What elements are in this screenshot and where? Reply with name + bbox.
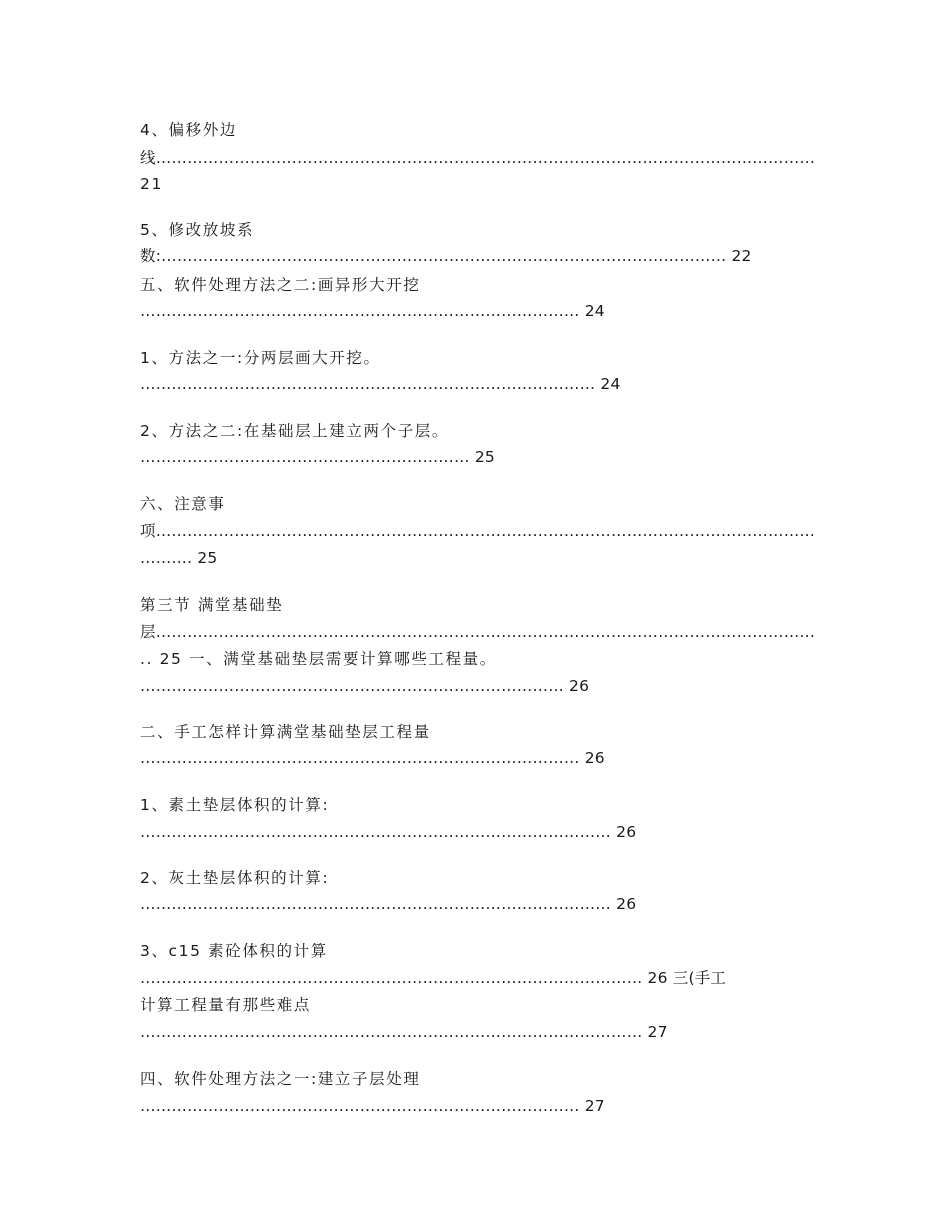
toc-page-number: 21 bbox=[140, 175, 163, 193]
toc-entry-dots: …………………………………………………………………………………… 26 三(手工 bbox=[140, 969, 727, 987]
toc-entry-title: 3、c15 素砼体积的计算 bbox=[140, 942, 328, 960]
toc-entry-title: .. 25 一、满堂基础垫层需要计算哪些工程量。 bbox=[140, 650, 497, 668]
toc-entry-title: 1、素土垫层体积的计算: bbox=[140, 796, 330, 814]
toc-entry-title: 六、注意事 bbox=[140, 495, 226, 513]
toc-entry-dots: ………. 25 bbox=[140, 549, 218, 567]
toc-entry-title: 计算工程量有那些难点 bbox=[140, 996, 312, 1014]
toc-entry-title: 1、方法之一:分两层画大开挖。 bbox=[140, 349, 381, 367]
toc-entry-dots: ……………………………………………………………………………… 26 bbox=[140, 823, 637, 841]
toc-entry-dots: …………………………………………………………………………… 24 bbox=[140, 375, 621, 393]
toc-entry-dots: ………………………………………………………………………… 24 bbox=[140, 302, 605, 320]
toc-entry-title: 2、灰土垫层体积的计算: bbox=[140, 869, 330, 887]
toc-entry-title: 四、软件处理方法之一:建立子层处理 bbox=[140, 1070, 421, 1088]
toc-entry-title: 五、软件处理方法之二:画异形大开挖 bbox=[140, 276, 421, 294]
toc-entry-dots: ………………………………………………………………………… 27 bbox=[140, 1097, 605, 1115]
toc-entry-dots: 项……………………………………………………………………………………………………………… bbox=[140, 522, 816, 540]
toc-entry-dots: 层……………………………………………………………………………………………………………… bbox=[140, 623, 816, 641]
toc-entry-title: 二、手工怎样计算满堂基础垫层工程量 bbox=[140, 723, 431, 741]
toc-entry-dots: ……………………………………………………… 25 bbox=[140, 448, 495, 466]
toc-entry-dots: …………………………………………………………………………………… 27 bbox=[140, 1023, 668, 1041]
toc-entry-title: 2、方法之二:在基础层上建立两个子层。 bbox=[140, 422, 449, 440]
toc-entry-dots: ……………………………………………………………………… 26 bbox=[140, 677, 590, 695]
toc-entry-title: 5、修改放坡系 bbox=[140, 221, 255, 239]
toc-entry-dots: ……………………………………………………………………………… 26 bbox=[140, 895, 637, 913]
toc-entry-dots: 线……………………………………………………………………………………………………………… bbox=[140, 149, 816, 167]
toc-entry-dots: ………………………………………………………………………… 26 bbox=[140, 749, 605, 767]
toc-entry-title: 4、偏移外边 bbox=[140, 121, 237, 139]
toc-entry-dots: 数:……………………………………………………………………………………………… 22 bbox=[140, 247, 752, 265]
toc-entry-title: 第三节 满堂基础垫 bbox=[140, 596, 284, 614]
